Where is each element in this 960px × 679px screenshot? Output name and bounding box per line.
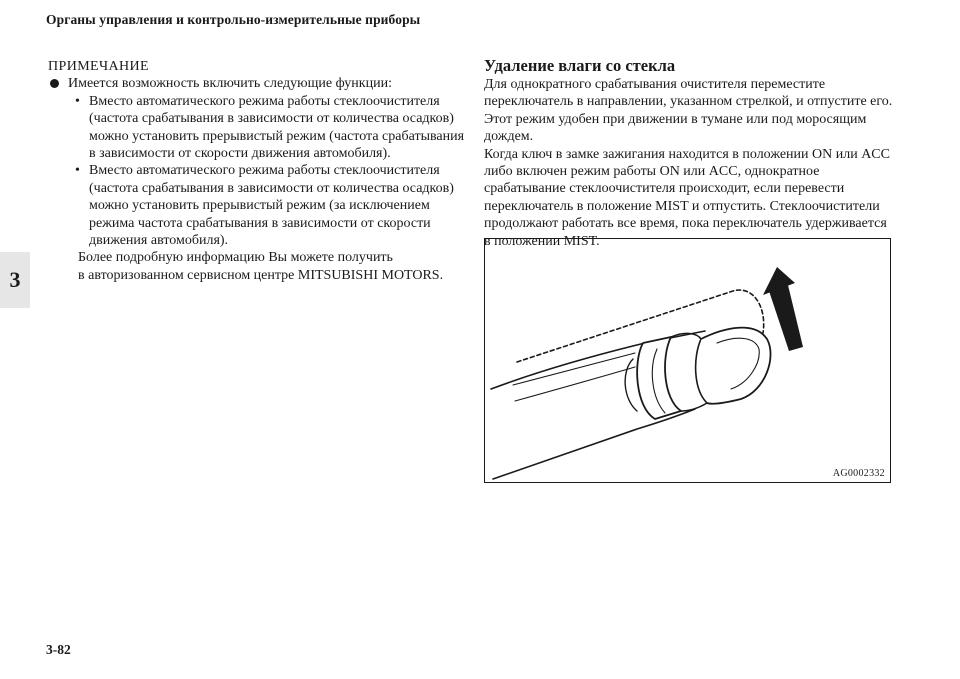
more-info-text <box>78 249 468 284</box>
direction-arrow-icon <box>763 267 803 351</box>
lever-tip <box>701 328 771 404</box>
note-block <box>48 58 468 284</box>
wiper-lever-figure <box>484 238 891 483</box>
section-body <box>484 76 894 250</box>
lever-collar <box>637 337 681 419</box>
text-line: Когда ключ в замке зажигания находится в положении ON или ACC <box>484 146 890 162</box>
text-line: либо включен режим работы ON или ACC, однократное <box>484 164 820 180</box>
text-line: продолжают работать все время, пока переключатель удерживается <box>484 216 887 232</box>
text-line: дождем. <box>484 129 534 145</box>
chapter-tab <box>0 252 30 308</box>
note-title: ПРИМЕЧАНИЕ <box>48 59 149 74</box>
text-line: режима частота срабатывания в зависимости от скорости <box>89 215 431 231</box>
chapter-number: 3 <box>9 267 21 292</box>
running-header: Органы управления и контрольно-измерительные приборы <box>46 12 421 27</box>
note-sub-item <box>75 162 468 249</box>
text-line: в авторизованном сервисном центре MITSUBISHI MOTORS. <box>78 267 444 283</box>
lever-shaft-inner-line <box>515 367 635 401</box>
text-line: Для однократного срабатывания очистителя переместите <box>484 77 826 92</box>
wiper-lever-illustration <box>485 239 891 483</box>
text-line: Вместо автоматического режима работы стеклоочистителя <box>89 163 440 179</box>
mist-section <box>484 56 894 250</box>
lever-shaft-outline <box>493 409 695 479</box>
note-bullet <box>48 75 468 92</box>
section-title: Удаление влаги со стекла <box>484 56 676 75</box>
bullet-dot-icon <box>50 79 59 88</box>
text-line: (частота срабатывания в зависимости от количества осадков) <box>89 111 454 127</box>
figure-code: AG0002332 <box>832 468 885 479</box>
text-line: Вместо автоматического режима работы стеклоочистителя <box>89 93 440 109</box>
text-line: срабатывание стеклоочистителя происходит, если перевести <box>484 181 845 197</box>
note-bullet-text: Имеется возможность включить следующие функции: <box>68 76 392 92</box>
text-line: переключатель в положение MIST и отпустить. Стеклоочистители <box>484 198 880 214</box>
text-line: переключатель в направлении, указанном стрелкой, и отпустите его. <box>484 94 893 110</box>
note-sub-item-text <box>89 162 468 249</box>
text-line: можно установить прерывистый режим (частота срабатывания <box>89 128 465 144</box>
sub-bullet-marker: • <box>75 163 80 179</box>
text-line: Этот режим удобен при движении в тумане или под моросящим <box>484 111 867 127</box>
page-number: 3-82 <box>46 642 71 657</box>
text-line: Более подробную информацию Вы можете получить <box>78 250 393 266</box>
text-line: в зависимости от скорости движения автомобиля). <box>89 146 391 162</box>
note-sub-item-text <box>89 93 468 163</box>
text-line: движения автомобиля). <box>89 233 229 249</box>
text-line: в положении MIST. <box>484 233 600 249</box>
text-line: можно установить прерывистый режим (за исключением <box>89 198 430 214</box>
sub-bullet-marker: • <box>75 93 80 109</box>
text-line: (частота срабатывания в зависимости от количества осадков) <box>89 180 454 196</box>
note-sub-item <box>75 93 468 163</box>
note-sub-list <box>75 93 468 250</box>
